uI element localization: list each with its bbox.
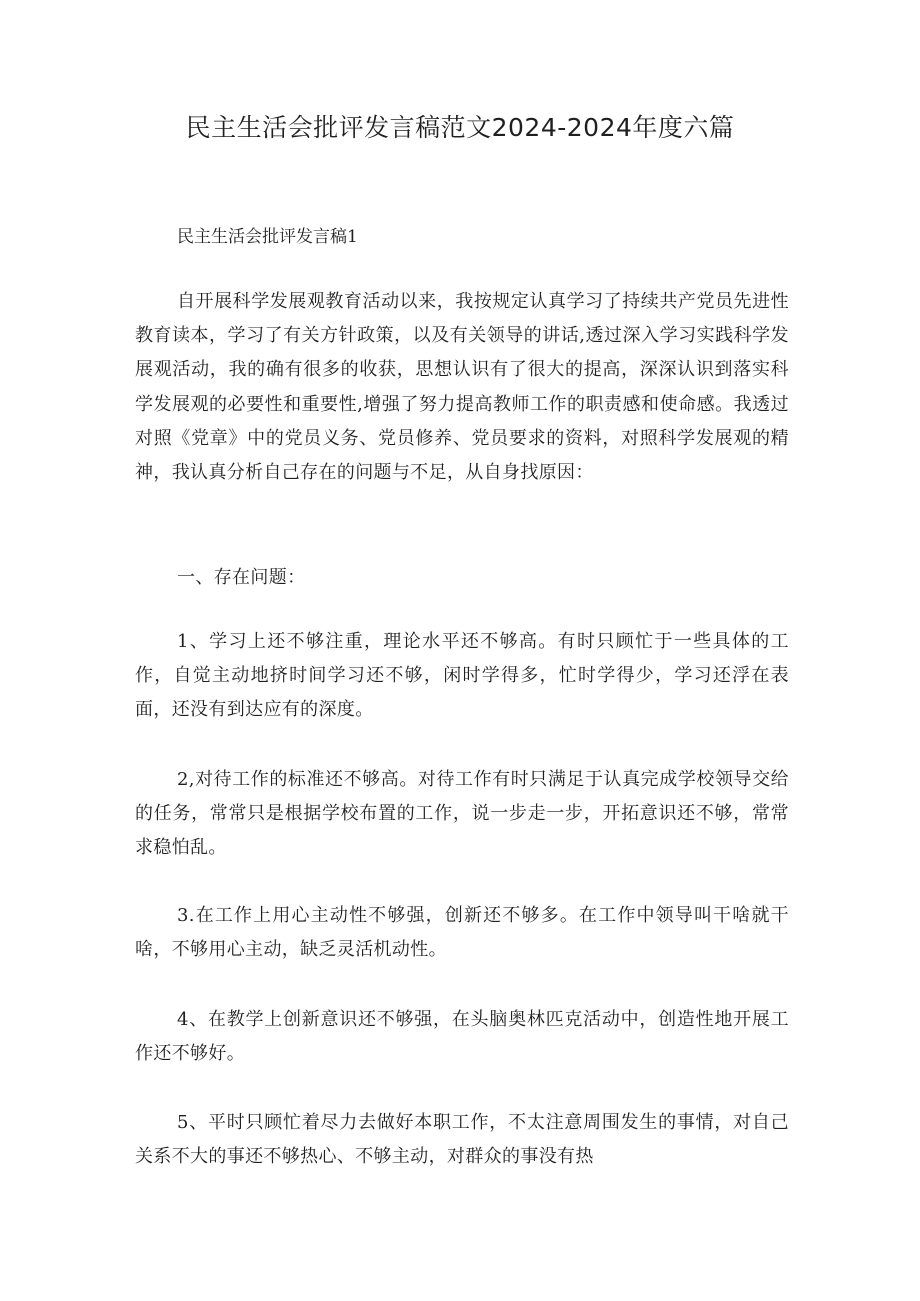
document-title: 民主生活会批评发言稿范文2024-2024年度六篇 xyxy=(185,113,735,142)
issue-item-1: 1、学习上还不够注重，理论水平还不够高。有时只顾忙于一些具体的工作，自觉主动地挤时间学习还不够，闲时学得多，忙时学得少，学习还浮在表面，还没有到达应有的深度。 xyxy=(135,631,789,721)
issues-heading: 一、存在问题： xyxy=(177,567,306,588)
issue-item-2: 2,对待工作的标准还不够高。对待工作有时只满足于认真完成学校领导交给的任务，常常只是根据学校布置的工作，说一步走一步，开拓意识还不够，常常求稳怕乱。 xyxy=(135,769,789,859)
issue-item-3: 3.在工作上用心主动性不够强，创新还不够多。在工作中领导叫干啥就干啥，不够用心主动，缺乏灵活机动性。 xyxy=(135,905,789,961)
issue-item-4: 4、在教学上创新意识还不够强，在头脑奥林匹克活动中，创造性地开展工作还不够好。 xyxy=(135,1009,789,1065)
issue-item-5: 5、平时只顾忙着尽力去做好本职工作，不太注意周围发生的事情，对自己关系不大的事还不够热心、不够主动，对群众的事没有热 xyxy=(135,1112,789,1168)
section-heading: 民主生活会批评发言稿1 xyxy=(177,227,358,247)
intro-paragraph: 自开展科学发展观教育活动以来，我按规定认真学习了持续共产党员先进性教育读本，学习了有关方针政策，以及有关领导的讲话,透过深入学习实践科学发展观活动，我的确有很多的收获，思想认识有了很大的提高，深深认识到落实科学发展观的必要性和重要性,增强了努力提高教师工作的职责感和使命感。我透过对照《党章》中的党员义务、党员修养、党员要求的资料，对照科学发展观的精神，我认真分析自己存在的问题与不足，从自身找原因： xyxy=(135,291,789,484)
